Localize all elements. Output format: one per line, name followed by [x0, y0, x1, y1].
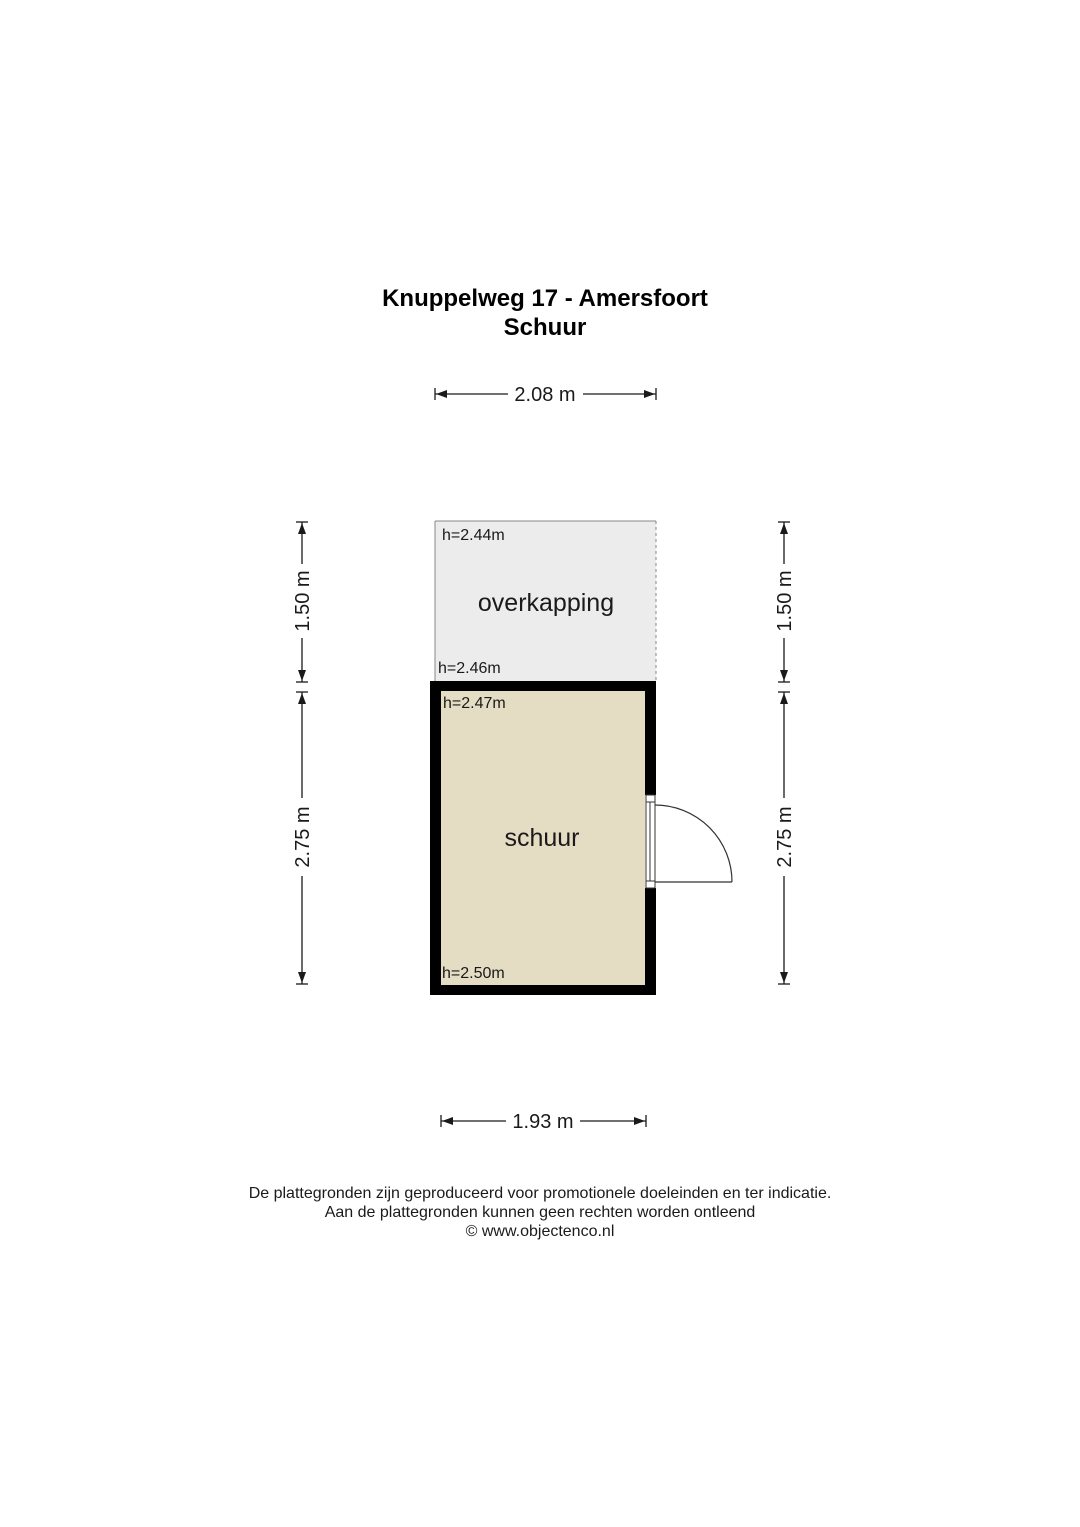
- schuur-height-top: h=2.47m: [443, 695, 506, 712]
- copyright-link[interactable]: © www.objectenco.nl: [465, 1223, 615, 1240]
- schuur-height-bottom: h=2.50m: [442, 965, 505, 982]
- schuur-wall-bottom: [430, 985, 656, 995]
- overkapping-height-top: h=2.44m: [442, 527, 505, 544]
- room-overkapping: [435, 521, 656, 681]
- schuur-label: schuur: [504, 824, 580, 852]
- plan-subtitle: Schuur: [503, 314, 587, 341]
- schuur-wall-top: [430, 681, 656, 691]
- room-schuur: [430, 681, 732, 995]
- dimension-top-width-label: 2.08 m: [514, 384, 576, 406]
- dimension-left-lower-label: 2.75 m: [292, 806, 314, 868]
- dimension-left-lower: [292, 692, 314, 984]
- dimension-right-lower-label: 2.75 m: [774, 806, 796, 868]
- dimension-top-width: [435, 384, 656, 406]
- dimension-right-upper: [774, 522, 796, 682]
- dimension-right-lower: [774, 692, 796, 984]
- schuur-wall-left: [430, 681, 441, 995]
- disclaimer-line-2: Aan de plattegronden kunnen geen rechten worden ontleend: [324, 1204, 756, 1221]
- dimension-bottom-width-label: 1.93 m: [512, 1111, 574, 1133]
- overkapping-label: overkapping: [477, 589, 615, 617]
- dimension-left-upper: [292, 522, 314, 682]
- schuur-wall-right-upper: [645, 681, 656, 795]
- plan-title: Knuppelweg 17 - Amersfoort: [382, 285, 708, 312]
- schuur-wall-right-lower: [645, 888, 656, 995]
- overkapping-height-bottom: h=2.46m: [438, 660, 501, 677]
- door-swing-icon: [655, 805, 732, 882]
- dimension-bottom-width: [441, 1111, 646, 1133]
- dimension-right-upper-label: 1.50 m: [774, 570, 796, 632]
- dimension-left-upper-label: 1.50 m: [292, 570, 314, 632]
- disclaimer-line-1: De plattegronden zijn geproduceerd voor promotionele doeleinden en ter indicatie.: [248, 1185, 832, 1202]
